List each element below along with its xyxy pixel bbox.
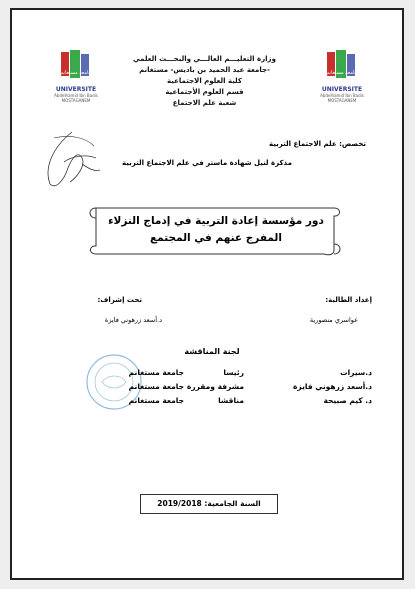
academic-year-value: 2019/2018 xyxy=(157,499,202,508)
supervisor-name: د.أسعد زرهوني فايزة xyxy=(104,316,162,324)
logo-sub: Abdelhamid Ibn Badis xyxy=(320,93,364,98)
university-logo-left xyxy=(50,50,102,103)
academic-year-label: السنة الجامعية: xyxy=(204,499,261,508)
document-page xyxy=(10,8,404,580)
branch-name: شعبة علم الاجتماع xyxy=(172,99,237,107)
logo-sub2: MOSTAGANEM xyxy=(327,98,357,103)
committee-member-name: د. كيم صبيحة xyxy=(323,396,372,405)
university-name: جامعة عبد الحميد بن باديس- مستغانم- xyxy=(139,66,270,74)
signature-icon xyxy=(42,128,104,192)
supervision-label: تحت إشراف: xyxy=(97,296,142,304)
committee-member-university: جامعة مستغانم xyxy=(128,368,184,377)
department-name: قسم العلوم الأجتماعية xyxy=(165,88,244,96)
committee-member-university: جامعة مستغانم xyxy=(128,396,184,405)
committee-member-name: د.أسعد زرهوني فايزة xyxy=(292,382,372,391)
memo-label: مذكرة لنيل شهادة ماستر في علم الاجتماع التربية xyxy=(122,159,292,167)
committee-member-name: د.سيرات xyxy=(340,368,372,377)
prepared-label: إعداد الطالبة: xyxy=(325,296,372,304)
committee-member-role: مناقشا xyxy=(218,396,244,405)
logo-sub: Abdelhamid Ibn Badis xyxy=(54,93,98,98)
committee-member-role: رئيسا xyxy=(223,368,244,377)
academic-year-box xyxy=(140,494,278,514)
title-banner xyxy=(84,204,346,258)
institution-header xyxy=(112,54,297,109)
thesis-title-line1: دور مؤسسة إعادة التربية في إدماج النزلاء xyxy=(108,215,324,227)
student-name: عواسري منصورية xyxy=(309,316,358,324)
university-logo-right xyxy=(316,50,368,103)
university-logo-icon: جامعة مستغانم xyxy=(59,50,93,84)
committee-title: لجنة المناقشة xyxy=(184,347,240,356)
committee-member-role: مشرفة ومقررة xyxy=(186,382,244,391)
faculty-name: كلية العلوم الاجتماعية xyxy=(167,77,242,85)
specialty-label: تخصص: علم الاجتماع التربية xyxy=(269,140,366,148)
university-logo-icon: جامعة مستغانم xyxy=(325,50,359,84)
thesis-title-line2: المفرج عنهم في المجتمع xyxy=(150,232,282,244)
ministry-name: وزارة التعليـــم العالـــي والبحـــث العلمي xyxy=(133,55,276,63)
committee-member-university: جامعة مستغانم xyxy=(128,382,184,391)
thesis-title xyxy=(98,213,334,247)
logo-name: UNIVERSITE xyxy=(55,86,97,93)
logo-sub2: MOSTAGANEM xyxy=(61,98,91,103)
logo-name: UNIVERSITE xyxy=(321,86,363,93)
